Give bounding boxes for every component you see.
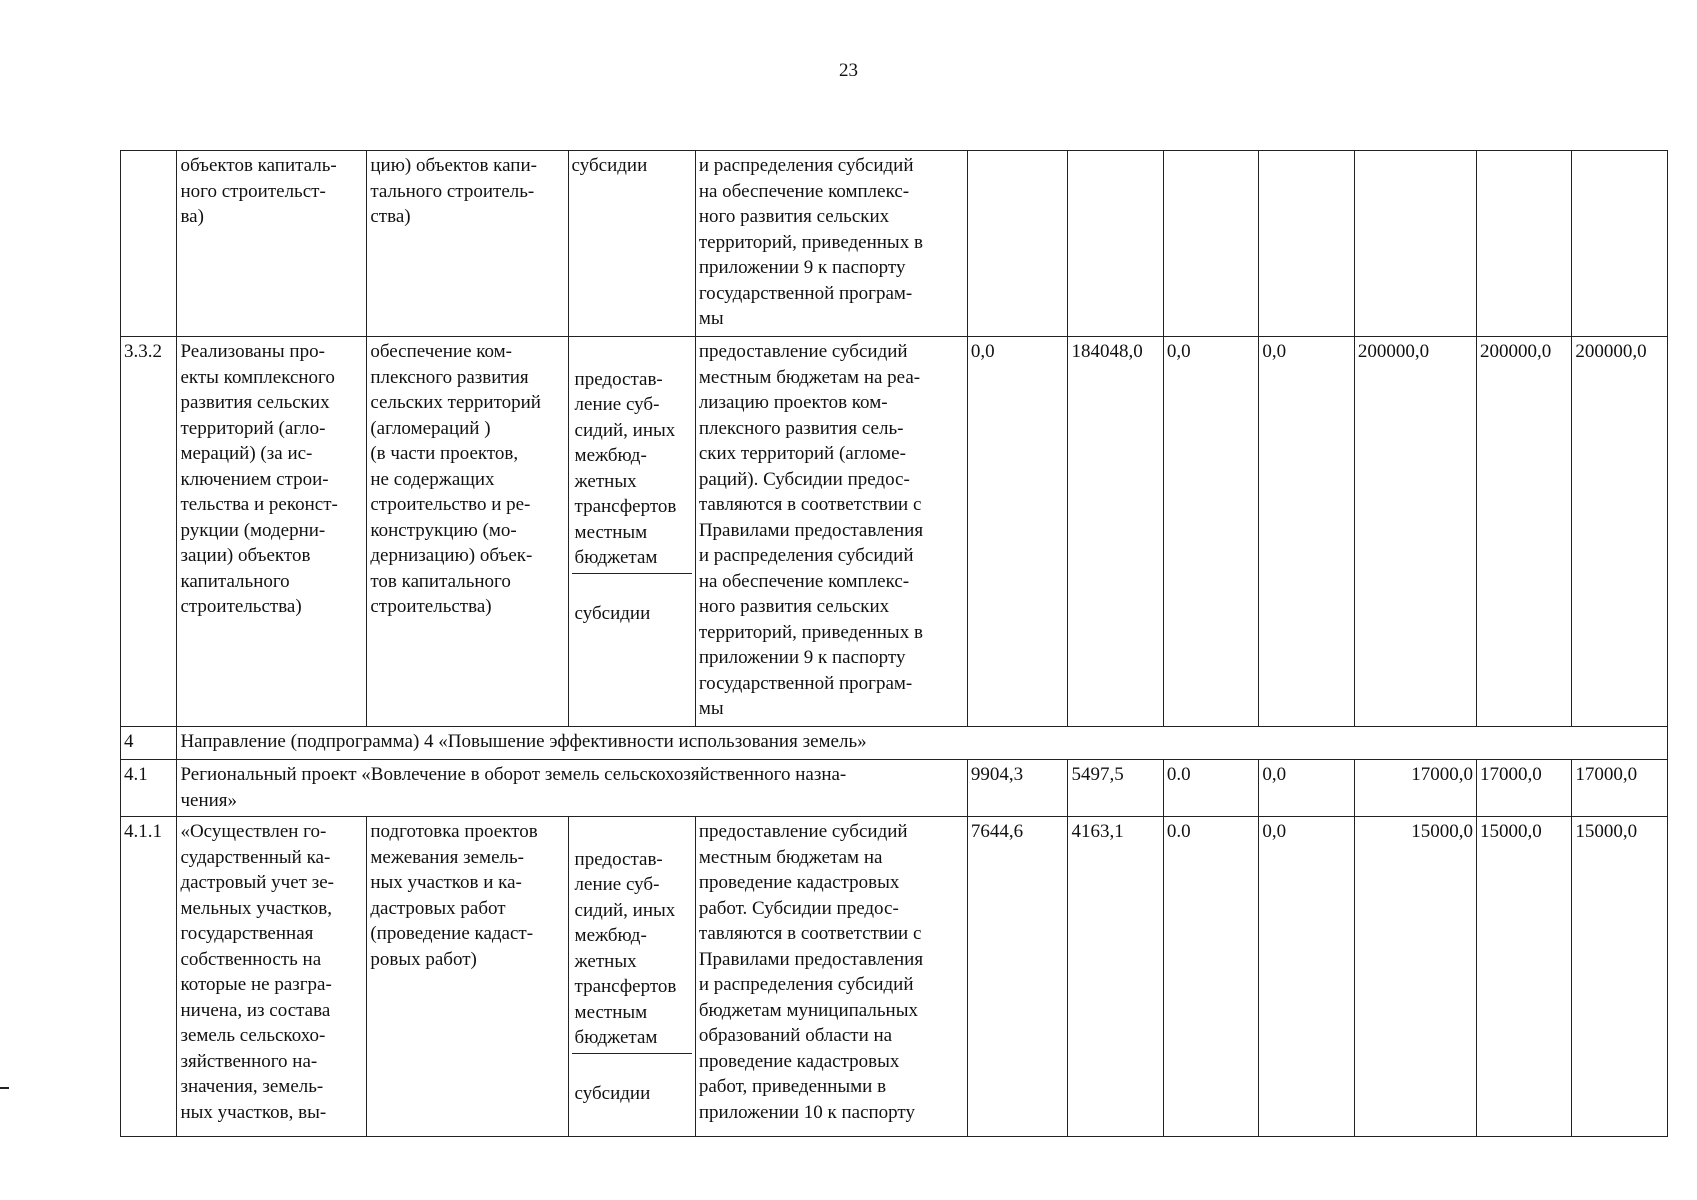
value-cell — [967, 151, 1068, 337]
value-cell: 7644,6 — [967, 817, 1068, 1137]
table-row-4 — [121, 727, 1668, 760]
value-cell — [1068, 151, 1163, 337]
event-cell: подготовка проектов межевания земель- ных участков и ка- дастровых работ (проведение кадаст- ровых работ) — [367, 817, 568, 1137]
value-cell: 9904,3 — [967, 760, 1068, 817]
value-cell: 0,0 — [1259, 337, 1354, 727]
value-cell: 0,0 — [1163, 337, 1258, 727]
row-number-cell — [121, 151, 177, 337]
program-table — [120, 150, 1668, 1137]
table-row-continuation — [121, 151, 1668, 337]
row-number-cell: 3.3.2 — [121, 337, 177, 727]
support-form-text: предостав- ление суб- сидий, иных межбюд- жетных трансфертов местным бюджетам — [572, 845, 692, 1054]
value-cell: 0,0 — [967, 337, 1068, 727]
value-cell: 0,0 — [1259, 760, 1354, 817]
value-cell: 15000,0 — [1476, 817, 1571, 1137]
value-cell: 15000,0 — [1354, 817, 1476, 1137]
event-cell: обеспечение ком- плексного развития сельских территорий (агломераций ) (в части проектов, не содержащих строительство и ре- конструкцию (мо- дернизацию) объек- тов капитального строительства) — [367, 337, 568, 727]
value-cell: 184048,0 — [1068, 337, 1163, 727]
value-cell: 17000,0 — [1572, 760, 1668, 817]
support-type-cell — [568, 817, 695, 1137]
value-cell: 4163,1 — [1068, 817, 1163, 1137]
project-title-cell: Региональный проект «Вовлечение в оборот земель сельскохозяйственного назна- чения» — [177, 760, 967, 817]
value-cell: 200000,0 — [1476, 337, 1571, 727]
page-number: 23 — [839, 60, 858, 81]
table-row-4-1 — [121, 760, 1668, 817]
table-row-4-1-1 — [121, 817, 1668, 1137]
row-number-cell: 4.1.1 — [121, 817, 177, 1137]
value-cell: 5497,5 — [1068, 760, 1163, 817]
value-cell: 0.0 — [1163, 817, 1258, 1137]
margin-mark — [0, 1087, 9, 1089]
value-cell: 200000,0 — [1572, 337, 1668, 727]
value-cell: 0.0 — [1163, 760, 1258, 817]
value-cell — [1259, 151, 1354, 337]
value-cell: 15000,0 — [1572, 817, 1668, 1137]
support-type-cell — [568, 337, 695, 727]
result-name-cell: Реализованы про- екты комплексного развития сельских территорий (агло- мераций) (за ис- ключением строи- тельства и реконст- рукции (модерни- зации) объектов капитального строительства) — [177, 337, 367, 727]
description-cell: и распределения субсидий на обеспечение комплекс- ного развития сельских территорий, приведенных в приложении 9 к паспорту государственной програм- мы — [695, 151, 967, 337]
value-cell — [1572, 151, 1668, 337]
table-row-3-3-2 — [121, 337, 1668, 727]
value-cell — [1354, 151, 1476, 337]
description-cell: предоставление субсидий местным бюджетам на проведение кадастровых работ. Субсидии предос- тавляются в соответствии с Правилами предоставления и распределения субсидий бюджетам муниципальных образований области на проведение кадастровых работ, приведенными в приложении 10 к паспорту — [695, 817, 967, 1137]
support-kind-text: субсидии — [574, 603, 651, 624]
value-cell: 200000,0 — [1354, 337, 1476, 727]
value-cell: 0,0 — [1259, 817, 1354, 1137]
value-cell — [1476, 151, 1571, 337]
row-number-cell: 4 — [121, 727, 177, 760]
value-cell — [1163, 151, 1258, 337]
section-title-cell: Направление (подпрограмма) 4 «Повышение эффективности использования земель» — [177, 727, 1668, 760]
event-cell: цию) объектов капи- тального строитель- ства) — [367, 151, 568, 337]
row-number-cell: 4.1 — [121, 760, 177, 817]
support-form-text: предостав- ление суб- сидий, иных межбюд- жетных трансфертов местным бюджетам — [572, 365, 692, 574]
description-cell: предоставление субсидий местным бюджетам на реа- лизацию проектов ком- плексного развития сель- ских территорий (агломе- раций). Субсидии предос- тавляются в соответствии с Правилами предоставления и распределения субсидий на обеспечение комплекс- ного развития сельских территорий, приведенных в приложении 9 к паспорту государственной програм- мы — [695, 337, 967, 727]
value-cell: 17000,0 — [1476, 760, 1571, 817]
result-name-cell: объектов капиталь- ного строительст- ва) — [177, 151, 367, 337]
support-type-cell: субсидии — [568, 151, 695, 337]
support-kind-text: субсидии — [574, 1083, 651, 1104]
result-name-cell: «Осуществлен го- сударственный ка- дастровый учет зе- мельных участков, государственная собственность на которые не разгра- ничена, из состава земель сельскохо- зяйственного на- значения, земель- ных участков, вы- — [177, 817, 367, 1137]
value-cell: 17000,0 — [1354, 760, 1476, 817]
